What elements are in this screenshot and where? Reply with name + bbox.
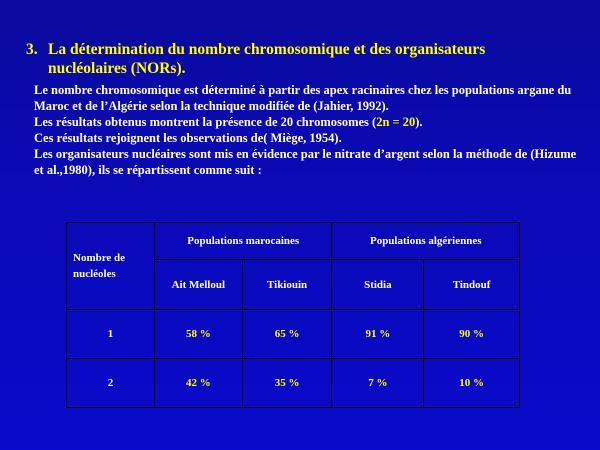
- table-row: [67, 359, 520, 408]
- group-header-morocco: Populations marocaines: [154, 223, 332, 260]
- table-row: [67, 310, 520, 359]
- row-header: Nombre de nucléoles: [73, 252, 126, 281]
- heading-line-2: nucléolaires (NORs).: [48, 60, 186, 77]
- paragraph-method: Le nombre chromosomique est déterminé à partir des apex racinaires chez les populations argane du Maroc et de l’Algérie selon la technique modifiée de (Jahier, 1992).: [34, 83, 572, 113]
- paragraph-comparison: Ces résultats rejoignent les observations de( Miège, 1954).: [34, 131, 342, 145]
- column-header-stidia: Stidia: [332, 260, 424, 310]
- nucleoli-table: [66, 222, 520, 408]
- paragraph-nor: Les organisateurs nucléaires sont mis en évidence par le nitrate d’argent selon la méthode de (Hizume et al.,1980), ils se répartissent comme suit :: [34, 147, 577, 177]
- heading-line-1: La détermination du nombre chromosomique et des organisateurs: [48, 41, 486, 58]
- column-header-tikiouin: Tikiouin: [242, 260, 332, 310]
- row-header-cell: [67, 223, 155, 310]
- table-cell: 91 %: [332, 310, 424, 359]
- heading-title: [48, 40, 578, 78]
- heading-number: 3.: [26, 41, 38, 58]
- results-text-end: ).: [415, 115, 423, 129]
- row-label: 1: [67, 310, 155, 359]
- chromosome-count: 2n = 20: [376, 115, 416, 129]
- results-text-start: Les résultats obtenus montrent la présence de 20 chromosomes (: [34, 115, 377, 129]
- column-header-tindouf: Tindouf: [424, 260, 520, 310]
- table-cell: 35 %: [242, 359, 332, 408]
- body-text: [34, 82, 579, 178]
- table-cell: 65 %: [242, 310, 332, 359]
- row-label: 2: [67, 359, 155, 408]
- table-cell: 58 %: [154, 310, 242, 359]
- column-header-ait-melloul: Ait Melloul: [154, 260, 242, 310]
- table-cell: 90 %: [424, 310, 520, 359]
- table-cell: 7 %: [332, 359, 424, 408]
- table-cell: 10 %: [424, 359, 520, 408]
- paragraph-results: [34, 114, 579, 130]
- table-cell: 42 %: [154, 359, 242, 408]
- group-header-algeria: Populations algériennes: [332, 223, 520, 260]
